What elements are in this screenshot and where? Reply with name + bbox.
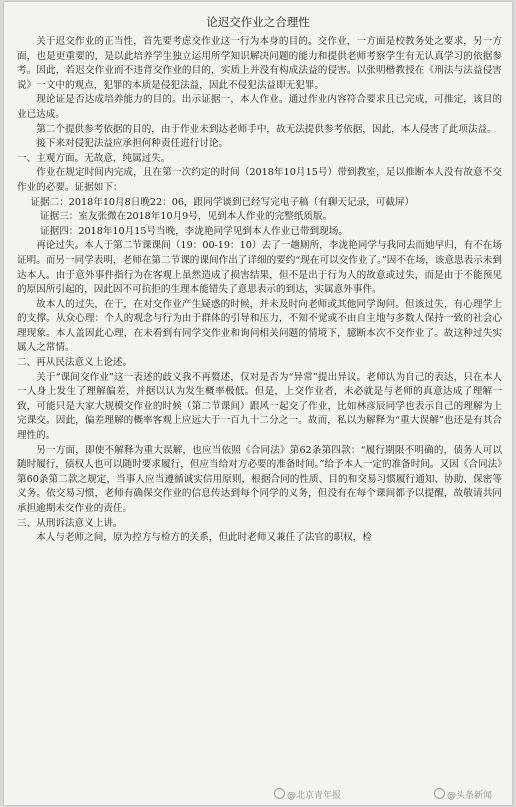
- paragraph: 现论证是否达成培养能力的目的。出示证据一，本人作业。通过作业内容符合要求且已完成，可推定，该目的业已达成。: [17, 94, 502, 120]
- evidence-item: 证据三：室友张微在2018年10月9号，见到本人作业的完整纸质版。: [40, 211, 333, 223]
- weibo-icon: [434, 788, 445, 799]
- watermark-right: [434, 788, 492, 801]
- document-page: [4, 2, 512, 805]
- paragraph: 本人与老师之间，原为控方与检方的关系，但此时老师又兼任了法官的职权，检: [36, 532, 372, 544]
- paragraph: 再论过失。本人于第二节课课间（19：00-19：10）去了一趟厕所，李泷艳同学与我同去而她早归，有不在场证明。而另一同学表明，老师在第二节课的课间作出了详细的要约“现在可以交作业了。”因不在场，该意思表示未到达本人。由于意外事件指行为在客观上虽然造成了损害结果，但不是出于行为人的故意或过失，而是由于不能预见的原因所引起的，因此因不可抗拒的生理本能错失了意思表示的到达，实属意外事件。: [17, 240, 502, 296]
- weibo-icon: [274, 788, 285, 799]
- evidence-item: 证据二：2018年10月8日晚22：06，跟同学谈到已经写完电子稿（有聊天记录，可截屏）: [30, 196, 415, 208]
- paragraph: 接下来对侵犯法益应承担何种责任进行讨论。: [36, 138, 229, 150]
- document-body: [17, 35, 502, 546]
- paragraph: 另一方面，即使不解释为重大误解，也应当依照《合同法》第62条第四款：“履行期限不明确的，债务人可以随时履行，债权人也可以随时要求履行，但应当给对方必要的准备时间。”给予本人一定的准备时间。又因《合同法》第60条第二款之规定，当事人应当遵循诚实信用原则，根据合同的性质、目的和交易习惯履行通知、协助、保密等义务。依交易习惯，老师有确保交作业的信息传达到每个同学的义务，但没有在每个课间都予以提醒，故敬请共同承担逾期未交作业的责任。: [17, 444, 502, 514]
- paragraph: 作业在规定时间内完成，且在第一次约定的时间（2018年10月15号）带到教室，足以推断本人没有故意不交作业的必要。证据如下：: [17, 167, 502, 193]
- document-title: 论迟交作业之合理性: [206, 15, 310, 29]
- evidence-item: 证据四：2018年10月15号当晚，李泷艳同学见到本人作业已带到现场。: [40, 225, 348, 237]
- paragraph: 第二个提供参考依据的目的，由于作业未到达老师手中，故无法提供参考依据，因此，本人侵害了此项法益。: [36, 123, 497, 135]
- section-heading: 一、主观方面。无故意，纯属过失。: [17, 152, 171, 164]
- watermark-right-text: @头条新闻: [447, 791, 493, 801]
- section-heading: 二、再从民法意义上论述。: [17, 357, 133, 369]
- section-heading: 三、从刑诉法意义上讲。: [17, 517, 123, 529]
- paragraph: 故本人的过失，在于，在对交作业产生疑惑的时候，并未及时向老师或其他同学询问。但该过失，有心理学上的支撑。从众心理：个人的观念与行为由于群体的引导和压力，不知不觉或不由自主地与多数人保持一致的社会心理现象。本人盖因此心理，在未看到有同学交作业和询问相关问题的情境下，臆断本次不交作业了。故这种过失实属人之常情。: [17, 298, 502, 354]
- paragraph: 关于“课间交作业”这一表述的歧义我不再赘述，仅对是否为“异常”提出异议。老师认为自己的表达，只在本人一人身上发生了理解偏差，并据以认为发生概率极低。但是，上交作业者，未必就是与老师的真意达成了理解一致，可能只是大家大规模交作业的时候（第二节课间）跟风一起交了作业，比如林彦辰同学也表示自己的理解为上完课交。因此，偏差理解的概率客观上应远大于一百九十二分之一。故而，私以为解释为“重大误解”也还是有其合理性的。: [17, 371, 502, 442]
- watermark-left-text: @北京青年报: [287, 791, 342, 801]
- paragraph: 关于迟交作业的正当性，首先要考虑交作业这一行为本身的目的。交作业，一方面是校教务处之要求，另一方面，也是更重要的，是以此培养学生独立运用所学知识解决问题的能力和提供老师考察学生有无认真学习的依据参考。因此，若迟交作业而不违背交作业的目的，实质上并没有构成法益的侵害。以张明楷教授在《刑法与法益侵害说》一文中的观点，犯罪的本质是侵犯法益，因此不侵犯法益即无犯罪。: [17, 36, 502, 91]
- watermark-left: [274, 788, 341, 801]
